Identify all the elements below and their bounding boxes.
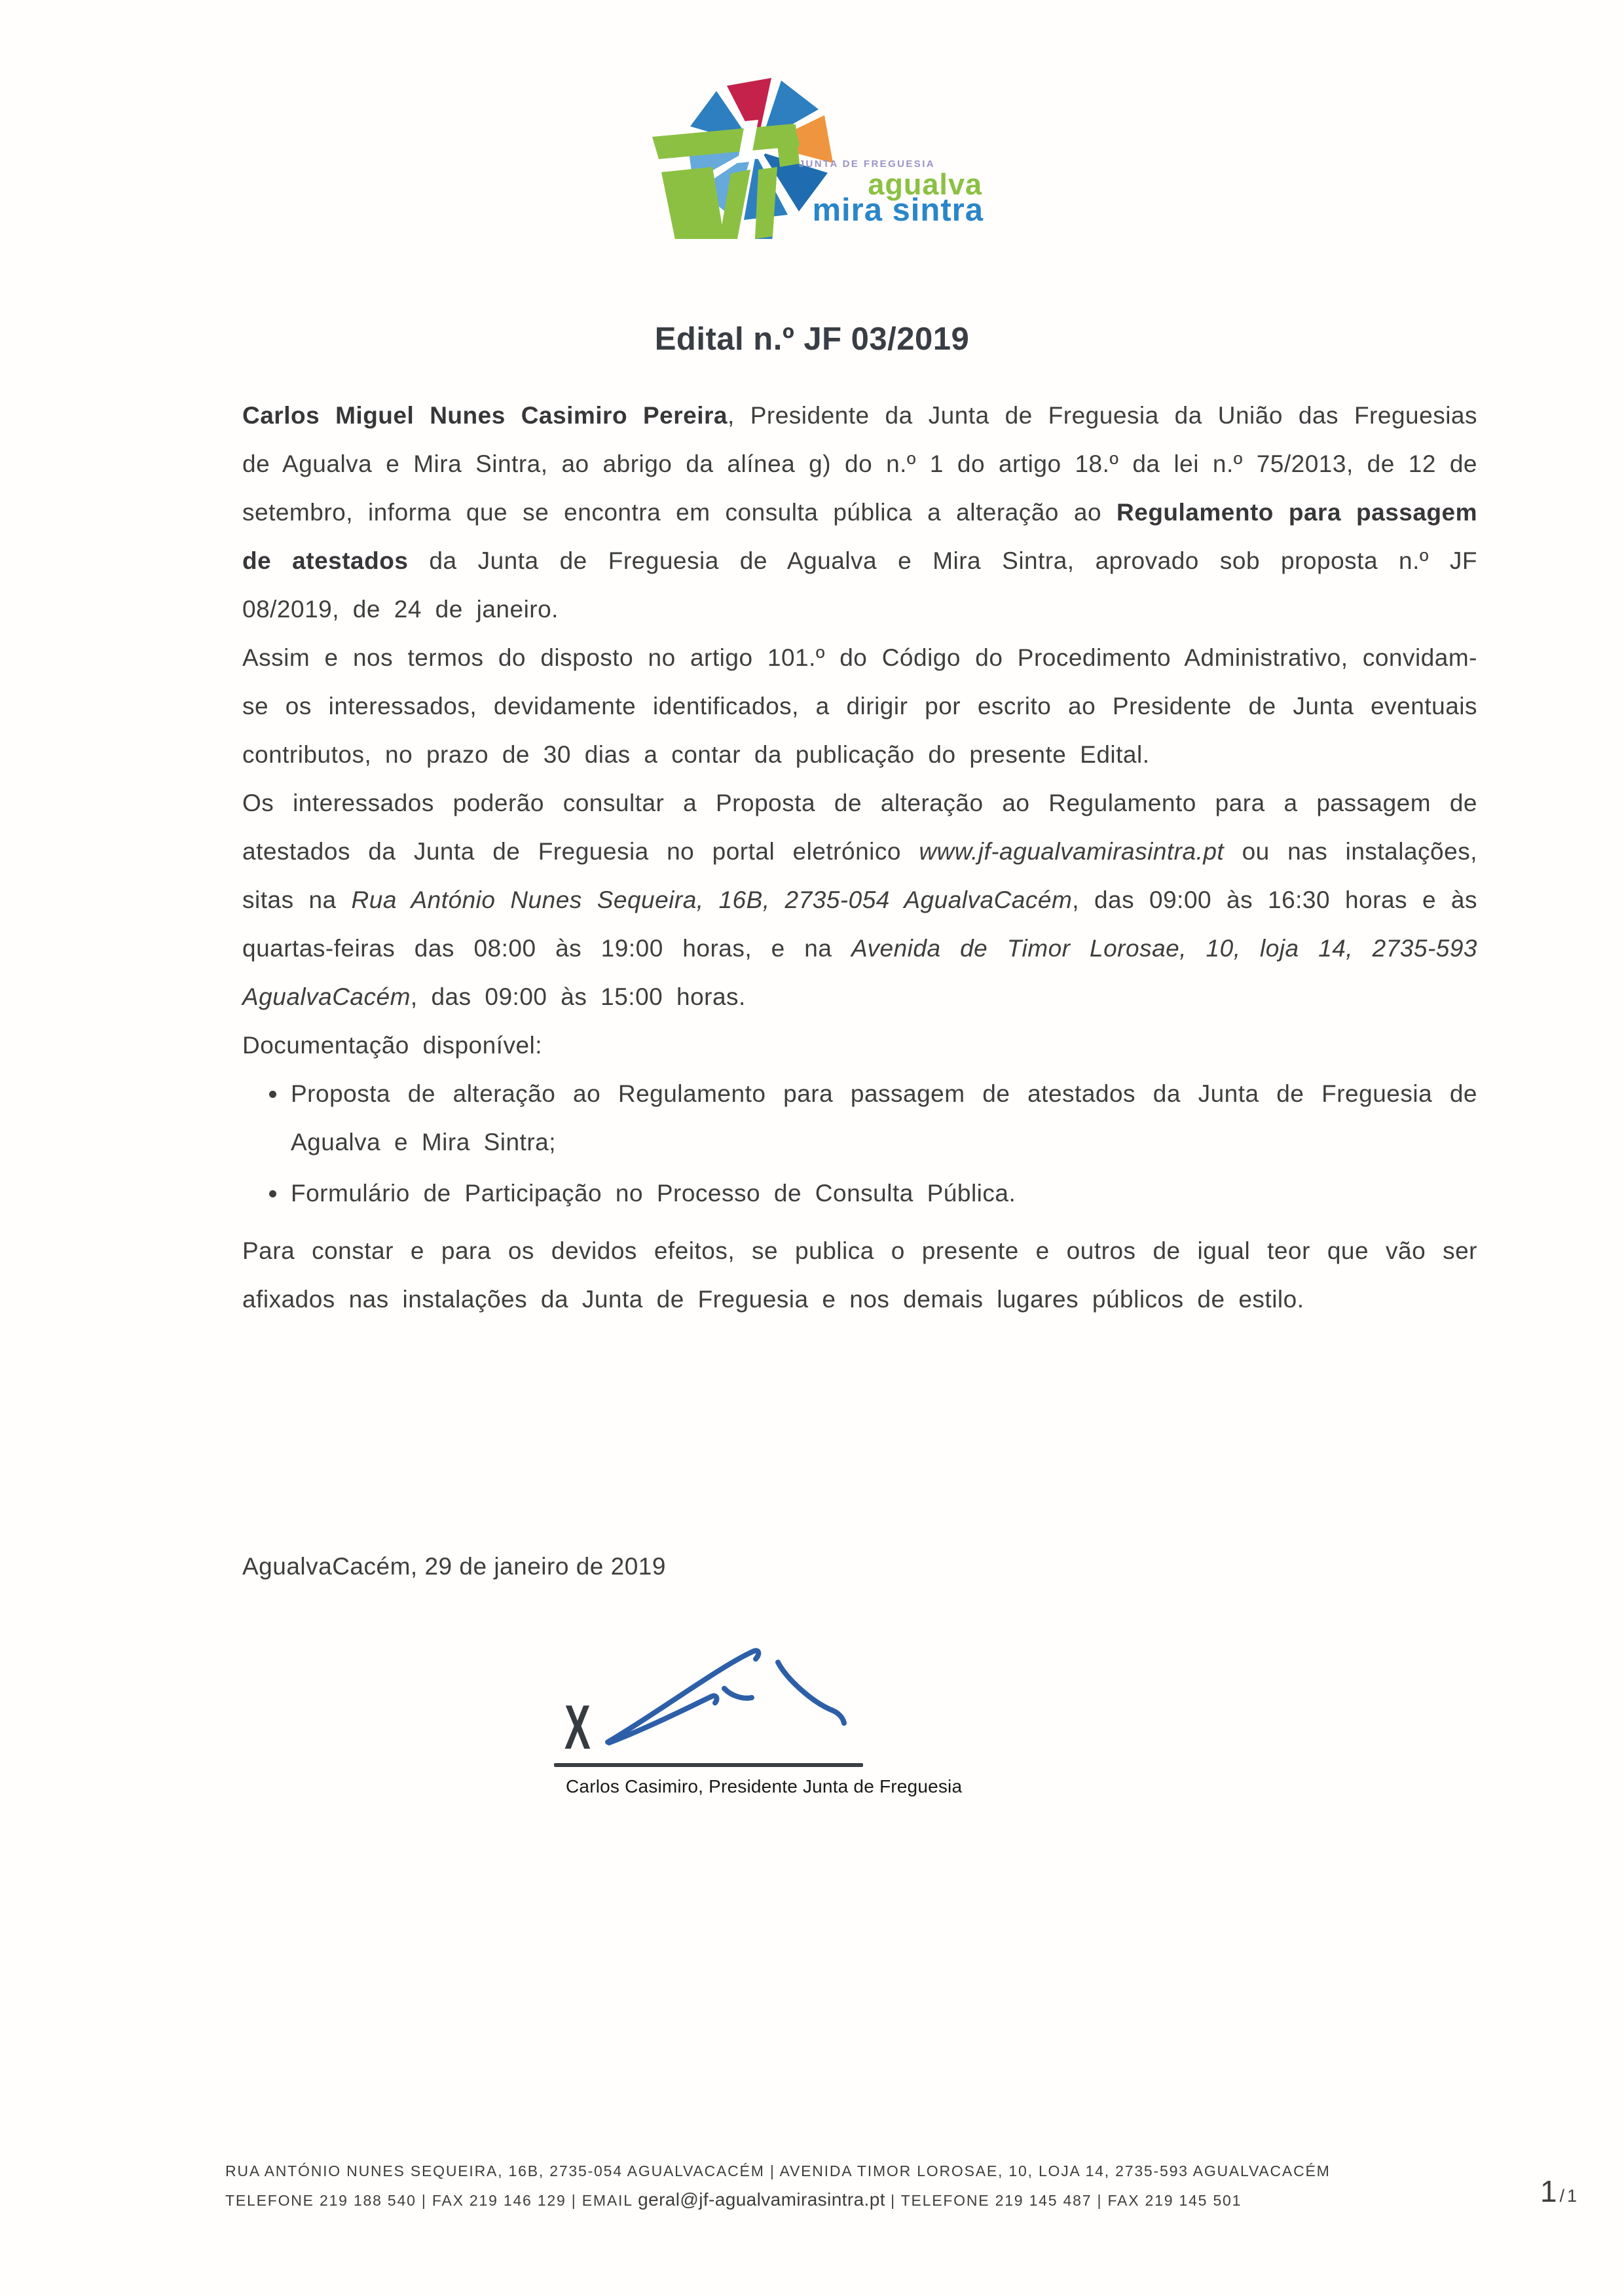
dateline: AgualvaCacém, 29 de janeiro de 2019 (242, 1553, 666, 1580)
edital-body (242, 392, 1477, 1324)
junta-logo (647, 67, 987, 239)
docs-list (242, 1070, 1477, 1218)
paragraph-consult (242, 779, 1477, 1021)
signature-ink-icon (601, 1640, 857, 1751)
paragraph-closing: Para constar e para os devidos efeitos, se publica o presente e outros de igual teor que vão ser afixados nas instalações da Junta de Freguesia e nos demais lugares públicos de estilo. (242, 1237, 1477, 1313)
paragraph-intro (242, 392, 1477, 634)
green-slant-bar-2 (755, 167, 777, 239)
signature-line (554, 1763, 863, 1767)
page-number (1540, 2174, 1577, 2209)
signature-block (554, 1640, 963, 1817)
footer-contact-suffix: | TELEFONE 219 145 487 | FAX 219 145 501 (885, 2192, 1242, 2209)
docs-item-proposta-text: Proposta de alteração ao Regulamento para passagem de atestados da Junta de Freguesia de Agualva e Mira Sintra; (291, 1080, 1477, 1156)
intro-text-2: da Junta de Freguesia de Agualva e Mira Sintra, aprovado sob proposta n.º JF 08/2019, de 24 de janeiro. (242, 547, 1477, 623)
logo-tagline: JUNTA DE FREGUESIA (798, 158, 935, 170)
signature-caption: Carlos Casimiro, Presidente Junta de Freguesia (566, 1776, 963, 1796)
consult-text-3: , das 09:00 às 16:30 horas e às quartas-feiras das 08:00 às 19:00 horas, e na (242, 886, 1477, 962)
portal-url: www.jf-agualvamirasintra.pt (919, 838, 1225, 865)
logo-name-agualva: agualva (868, 168, 982, 201)
consult-text-4: , das 09:00 às 15:00 horas. (410, 983, 746, 1010)
address-timor-lorosae: Avenida de Timor Lorosae, 10, loja 14, 2735-593 AgualvaCacém (242, 935, 1477, 1010)
footer-contact-prefix: TELEFONE 219 188 540 | FAX 219 146 129 | EMAIL (225, 2192, 638, 2209)
consult-text-1: Os interessados poderão consultar a Proposta de alteração ao Regulamento para a passagem de atestados da Junta de Freguesia no portal eletrónico (242, 790, 1477, 865)
consult-text-2: ou nas instalações, sitas na (242, 838, 1477, 913)
logo-name-mira-sintra: mira sintra (812, 192, 984, 228)
docs-item-formulario (288, 1169, 1477, 1218)
intro-text-1: , Presidente da Junta de Freguesia da União das Freguesias de Agualva e Mira Sintra, ao abrigo da alínea g) do n.º 1 do artigo 18.º da lei n.º 75/2013, de 12 de setembro, informa que se encontra em consulta pública a alteração ao (242, 402, 1477, 526)
page-total: 1 (1567, 2186, 1578, 2206)
page-current: 1 (1540, 2174, 1557, 2208)
page-separator: / (1559, 2186, 1565, 2206)
pinwheel-logo-icon (647, 67, 987, 239)
footer-contact-line (225, 2185, 1541, 2215)
president-name: Carlos Miguel Nunes Casimiro Pereira (242, 402, 728, 429)
green-trapezoid (661, 167, 724, 239)
footer-email: geral@jf-agualvamirasintra.pt (638, 2189, 885, 2210)
signature-strokes (608, 1650, 844, 1743)
footer-address-line: RUA ANTÓNIO NUNES SEQUEIRA, 16B, 2735-054 AGUALVACACÉM | AVENIDA TIMOR LOROSAE, 10, LOJA 14, 2735-593 AGUALVACACÉM (225, 2162, 1331, 2179)
signature-x-mark: X (564, 1692, 591, 1762)
footer (225, 2157, 1541, 2215)
edital-title: Edital n.º JF 03/2019 (654, 321, 970, 357)
paragraph-terms: Assim e nos termos do disposto no artigo 101.º do Código do Procedimento Administrativo, convidam-se os interessados, devidamente identificados, a dirigir por escrito ao Presidente de Junta eventuais contributos, no prazo de 30 dias a contar da publicação do presente Edital. (242, 644, 1477, 768)
address-rua-sequeira: Rua António Nunes Sequeira, 16B, 2735-054 AgualvaCacém (351, 886, 1073, 913)
regulation-name: Regulamento para passagem de atestados (242, 499, 1478, 574)
docs-item-proposta (288, 1070, 1477, 1167)
docs-item-formulario-text: Formulário de Participação no Processo de Consulta Pública. (291, 1180, 1016, 1207)
docs-label: Documentação disponível: (242, 1032, 543, 1059)
